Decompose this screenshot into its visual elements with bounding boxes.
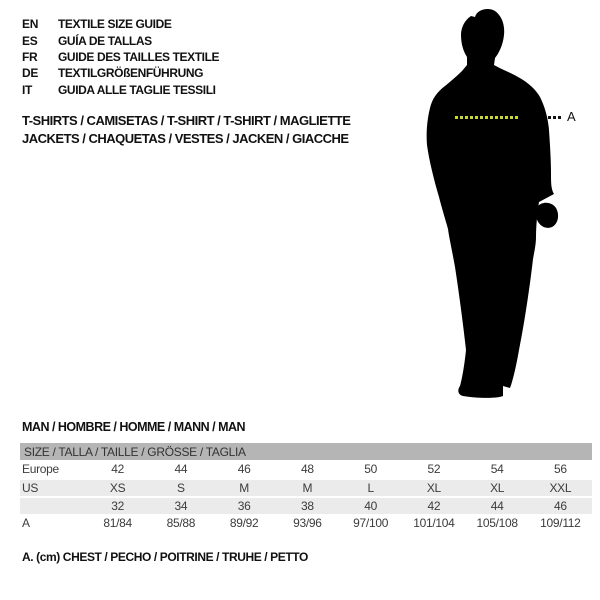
table-row-europe: [20, 460, 592, 478]
measurement-figure: [415, 5, 600, 405]
table-cell: 42: [427, 499, 441, 513]
table-cell: 36: [237, 499, 251, 513]
table-cell: M: [239, 481, 249, 495]
table-cell: XL: [426, 481, 441, 495]
table-cell: 89/92: [229, 516, 259, 530]
table-row-us: [20, 478, 592, 496]
table-cell: 32: [111, 499, 124, 513]
table-cell: 56: [554, 462, 567, 476]
table-cell: 44: [490, 499, 504, 513]
list-item: [22, 16, 219, 32]
category-line-tshirts: T-SHIRTS / CAMISETAS / T-SHIRT / T-SHIRT / MAGLIETTE: [22, 113, 351, 128]
row-label: A: [22, 516, 30, 530]
row-label: Europe: [22, 462, 59, 476]
measurement-footnote: A. (cm) CHEST / PECHO / POITRINE / TRUHE / PETTO: [22, 550, 308, 564]
table-cell: XS: [109, 481, 126, 495]
table-cell: 46: [237, 462, 251, 476]
list-item: [22, 49, 219, 65]
section-title-man: MAN / HOMBRE / HOMME / MANN / MAN: [22, 420, 246, 434]
table-cell: 46: [554, 499, 567, 513]
language-code: IT: [22, 82, 33, 97]
measure-label-a: A: [567, 109, 576, 124]
table-cell: 93/96: [293, 516, 322, 530]
table-cell: XL: [490, 481, 505, 495]
table-cell: M: [302, 481, 313, 495]
table-cell: 34: [174, 499, 188, 513]
language-code: DE: [22, 66, 39, 81]
size-table-header: [20, 443, 592, 460]
table-cell: 105/108: [476, 516, 518, 530]
table-cell: 54: [490, 462, 504, 476]
language-code: ES: [22, 33, 38, 48]
size-table-header-label: SIZE / TALLA / TAILLE / GRÖSSE / TAGLIA: [24, 444, 246, 459]
table-cell: 101/104: [413, 516, 455, 530]
guide-title: TEXTILE SIZE GUIDE: [58, 17, 172, 32]
table-cell: XXL: [549, 481, 572, 495]
table-cell: 85/88: [166, 516, 196, 530]
table-row-chest-a: [20, 514, 592, 532]
list-item: [22, 82, 219, 98]
list-item: [22, 65, 219, 81]
table-cell: 97/100: [353, 516, 389, 530]
chest-measure-line-inner: [455, 116, 519, 119]
garment-categories: [22, 112, 350, 148]
language-code: FR: [22, 49, 38, 64]
table-cell: S: [177, 481, 185, 495]
language-guide-list: [22, 16, 219, 98]
language-code: EN: [22, 17, 39, 32]
table-cell: 40: [364, 499, 377, 513]
table-cell: 52: [427, 462, 441, 476]
list-item: [22, 32, 219, 48]
chest-measure-line-outer: [548, 116, 563, 119]
table-cell: 42: [111, 462, 124, 476]
table-cell: 50: [364, 462, 377, 476]
guide-title: GUÍA DE TALLAS: [58, 33, 152, 48]
table-cell: 38: [301, 499, 314, 513]
guide-title: GUIDE DES TAILLES TEXTILE: [58, 49, 220, 64]
man-silhouette: [415, 5, 580, 401]
size-table: [20, 443, 592, 532]
table-cell: 44: [174, 462, 188, 476]
table-cell: L: [367, 481, 374, 495]
table-cell: 48: [301, 462, 314, 476]
table-cell: 81/84: [103, 516, 132, 530]
category-line-jackets: JACKETS / CHAQUETAS / VESTES / JACKEN / GIACCHE: [22, 131, 349, 146]
table-row-numeric: [20, 496, 592, 514]
guide-title: GUIDA ALLE TAGLIE TESSILI: [58, 82, 216, 97]
table-cell: 109/112: [540, 516, 581, 530]
guide-title: TEXTILGRÖßENFÜHRUNG: [58, 66, 204, 81]
row-label: US: [22, 481, 39, 495]
